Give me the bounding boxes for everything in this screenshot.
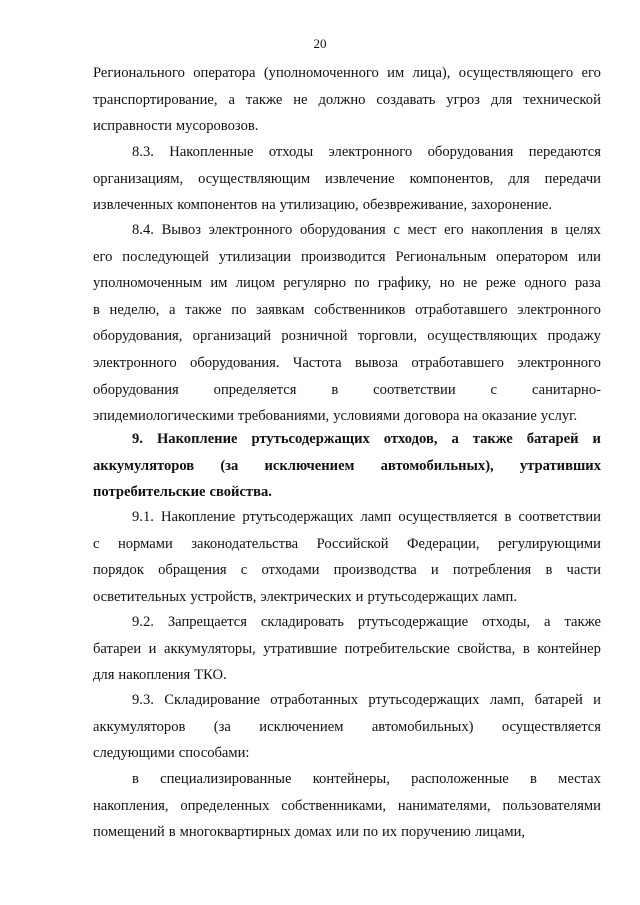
text-line: его последующей утилизации производится Региональным оператором или <box>93 248 601 265</box>
section-heading <box>93 426 601 506</box>
text-line: 9. Накопление ртутьсодержащих отходов, а также батарей и <box>132 431 601 447</box>
text-line: оборудования определяется в соответствии с санитарно- <box>93 381 601 398</box>
paragraph <box>93 217 601 430</box>
text-line: накопления, определенных собственниками, нанимателями, пользователями <box>93 797 601 814</box>
text-line: извлеченных компонентов на утилизацию, обезвреживание, захоронение. <box>93 197 553 214</box>
text-line: потребительские свойства. <box>93 484 272 501</box>
text-line: исправности мусоровозов. <box>93 118 259 135</box>
paragraph <box>93 60 601 140</box>
text-line: осветительных устройств, электрических и ртутьсодержащих ламп. <box>93 588 518 605</box>
text-line: батареи и аккумуляторы, утратившие потребительские свойства, в контейнер <box>93 640 601 657</box>
text-line: Регионального оператора (уполномоченного им лица), осуществляющего его <box>93 65 601 81</box>
paragraph <box>93 687 601 767</box>
text-line: помещений в многоквартирных домах или по их поручению лицами, <box>93 824 526 841</box>
text-line: оборудования, организаций розничной торговли, осуществляющих продажу <box>93 328 601 345</box>
text-line: в неделю, а также по заявкам собственников отработавшего электронного <box>93 301 601 318</box>
text-line: 9.1. Накопление ртутьсодержащих ламп осуществляется в соответствии <box>132 509 601 525</box>
text-line: 8.4. Вывоз электронного оборудования с мест его накопления в целях <box>132 222 601 238</box>
text-line: уполномоченным им лицом регулярно по графику, но не реже одного раза <box>93 275 601 292</box>
text-line: организациям, осуществляющим извлечение компонентов, для передачи <box>93 170 601 187</box>
text-line: аккумуляторов (за исключением автомобильных), утративших <box>93 457 601 474</box>
text-line: эпидемиологическими требованиями, условиями договора на оказание услуг. <box>93 408 578 425</box>
text-line: порядок обращения с отходами производства и потребления в части <box>93 562 601 579</box>
paragraph <box>93 504 601 610</box>
text-line: с нормами законодательства Российской Федерации, регулирующими <box>93 535 601 552</box>
text-line: 9.2. Запрещается складировать ртутьсодержащие отходы, а также <box>132 614 601 630</box>
text-line: 9.3. Складирование отработанных ртутьсодержащих ламп, батарей и <box>132 692 601 708</box>
paragraph <box>93 766 601 846</box>
text-line: аккумуляторов (за исключением автомобильных) осуществляется <box>93 718 601 735</box>
page-number: 20 <box>313 36 327 51</box>
text-line: в специализированные контейнеры, расположенные в местах <box>132 771 601 787</box>
paragraph <box>93 139 601 219</box>
text-line: 8.3. Накопленные отходы электронного оборудования передаются <box>132 144 601 160</box>
paragraph <box>93 609 601 689</box>
text-line: транспортирование, а также не должно создавать угроз для технической <box>93 91 601 108</box>
text-line: электронного оборудования. Частота вывоза отработавшего электронного <box>93 354 601 371</box>
text-line: следующими способами: <box>93 745 250 762</box>
text-line: для накопления ТКО. <box>93 667 227 684</box>
